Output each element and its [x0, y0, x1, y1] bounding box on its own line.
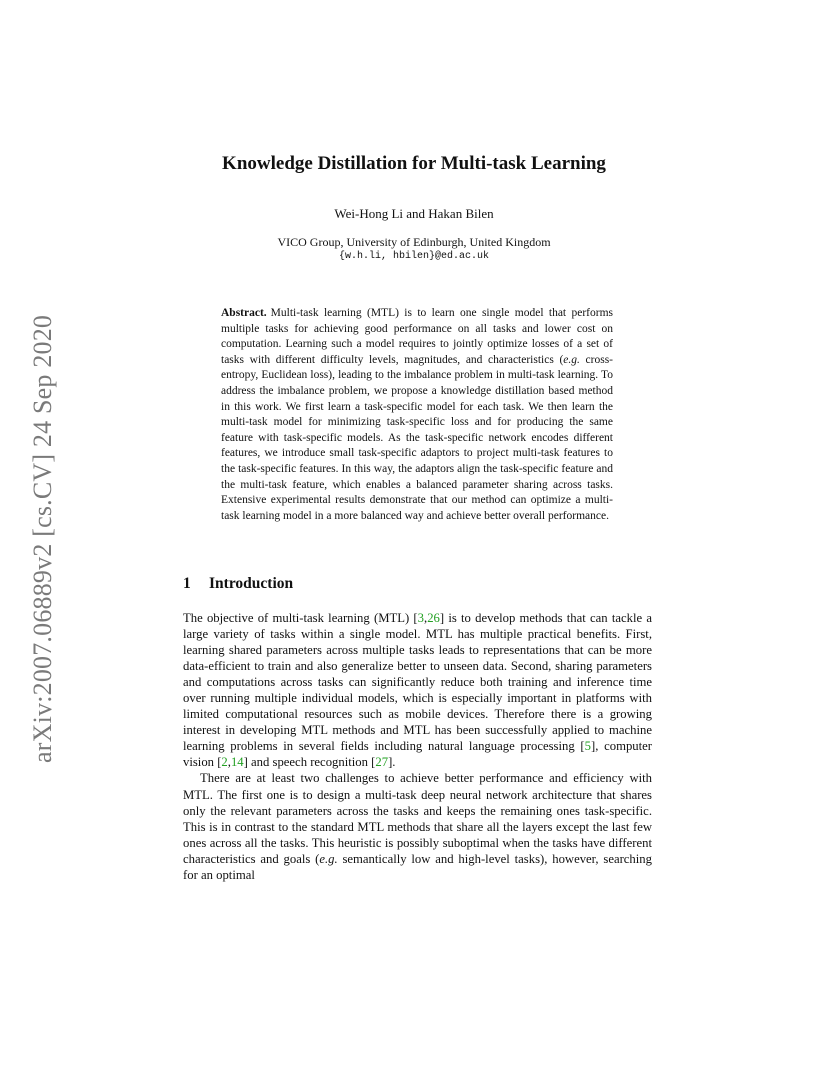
citation-separator: ,: [424, 611, 428, 625]
citation-link[interactable]: 2: [221, 755, 228, 770]
section-number: 1: [183, 575, 191, 592]
paragraph-2: [183, 770, 652, 882]
abstract-text-part-2: cross-entropy, Euclidean loss), leading to the imbalance problem in multi-task learning. To address the imbalance problem, we propose a knowledge distillation based method in this work. We first learn a task-specific model for each task. We then learn the multi-task model for minimizing task-specific loss and for producing the same feature with task-specific models. As the task-specific network encodes different features, we introduce small task-specific adaptors to project multi-task features to the task-specific features. In this way, the adaptors align the task-specific feature and the multi-task feature, which enables a balanced parameter sharing across tasks. Extensive experimental results demonstrate that our method can optimize a multi-task learning model in a more balanced way and achieve better overall performance.: [221, 353, 614, 522]
paper-title: Knowledge Distillation for Multi-task Learning: [222, 153, 606, 174]
abstract-text-part-1: Multi-task learning (MTL) is to learn one single model that performs multiple tasks for achieving good performance on all tasks and lower cost on computation. Learning such a model requires to jointly optimize losses of a set of tasks with different difficulty levels, magnitudes, and characteristics (: [221, 307, 613, 366]
introduction-body: [183, 610, 652, 883]
citation-link[interactable]: 27: [375, 755, 389, 770]
citation-link[interactable]: 26: [427, 611, 440, 625]
section-heading-introduction: [183, 574, 653, 594]
paragraph-2-eg: e.g.: [319, 851, 338, 866]
abstract: [221, 306, 613, 524]
abstract-label: Abstract.: [221, 307, 267, 319]
author-emails: {w.h.li, hbilen}@ed.ac.uk: [338, 251, 490, 262]
paragraph-1-text: The objective of multi-task learning (MTL) [: [183, 611, 418, 625]
paragraph-2-text: There are at least two challenges to achieve better performance and efficiency with MTL. The first one is to design a multi-task deep neural network architecture that shares only the relevant parameters across the tasks and keeps the remaining ones task-specific. This is in contrast to the standard MTL methods that share all the layers except the last few ones across all the tasks. This heuristic is possibly suboptimal when the tasks have different characteristics and goals (: [183, 771, 652, 866]
citation-link[interactable]: 5: [584, 739, 591, 754]
paragraph-2-text: semantically low and high-level tasks), however, searching for an optimal: [183, 851, 652, 882]
citation-link[interactable]: 14: [230, 755, 244, 770]
author-affiliation: VICO Group, University of Edinburgh, United Kingdom: [277, 235, 551, 249]
paragraph-1-text: ] is to develop methods that can tackle a large variety of tasks within a single model. MTL has multiple practical benefits. First, learning shared parameters across multiple tasks leads to representations that can be more data-efficient to train and also generalize better to unseen data. Second, sharing parameters and computations across tasks can significantly reduce both training and inference time over running multiple individual models, which is especially important in platforms with limited computational resources such as mobile devices. Therefore there is a growing interest in developing MTL methods and MTL has been successfully applied to machine learning problems in several fields including natural language processing [: [183, 611, 652, 754]
section-title: Introduction: [209, 575, 294, 592]
citation-separator: ,: [227, 755, 231, 770]
author-list: Wei-Hong Li and Hakan Bilen: [334, 206, 494, 221]
paragraph-1-text: ].: [388, 755, 396, 770]
paragraph-1: [183, 610, 652, 770]
citation-link[interactable]: 3: [417, 611, 425, 625]
paragraph-1-text: ], computer vision [: [183, 739, 653, 770]
paragraph-1-text: ] and speech recognition [: [243, 755, 376, 770]
abstract-eg: e.g.: [563, 353, 580, 366]
arxiv-identifier: arXiv:2007.06889v2 [cs.CV] 24 Sep 2020: [28, 314, 57, 763]
